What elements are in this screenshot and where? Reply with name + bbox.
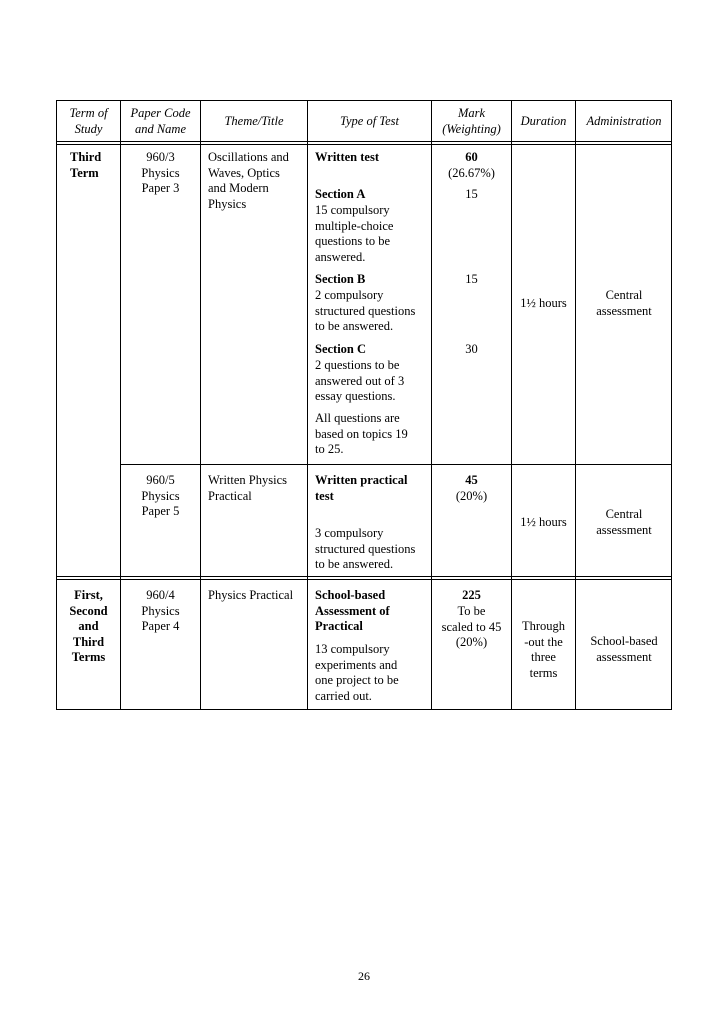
term-third: Third Term <box>70 150 102 180</box>
weighting-20: (20%) <box>455 489 488 503</box>
header-theme: Theme/Title <box>224 114 284 128</box>
theme-paper-5: Written Physics Practical <box>208 473 288 503</box>
section-b-mark: 15 <box>465 272 478 286</box>
header-administration: Administration <box>586 114 662 128</box>
duration-paper-5: 1½ hours <box>520 515 567 529</box>
administration-paper-3: Central assessment <box>596 288 652 318</box>
weighting-26-67: (26.67%) <box>448 166 495 180</box>
row-line <box>56 144 672 145</box>
written-practical-title: Written practical test <box>315 473 408 503</box>
theme-paper-4: Physics Practical <box>208 588 294 602</box>
header-paper: Paper Code and Name <box>130 106 191 136</box>
section-a-description: 15 compulsory multiple-choice questions to be answered. <box>315 203 394 264</box>
row-line <box>56 579 672 580</box>
duration-paper-4: Through -out the three terms <box>521 619 566 680</box>
section-a-mark: 15 <box>465 187 478 201</box>
row-line <box>56 576 672 577</box>
section-a-title: Section A <box>315 187 366 201</box>
section-c-description: 2 questions to be answered out of 3 essay questions. <box>315 358 405 403</box>
row-line <box>56 141 672 142</box>
header-mark: Mark (Weighting) <box>442 106 501 136</box>
theme-paper-3: Oscillations and Waves, Optics and Modern Physics <box>208 150 289 211</box>
mark-scaling-note: To be scaled to 45 (20%) <box>441 604 502 649</box>
topics-note: All questions are based on topics 19 to 25. <box>315 411 408 456</box>
duration-paper-3: 1½ hours <box>520 296 567 310</box>
page-number: 26 <box>358 969 370 983</box>
row-line <box>120 464 672 465</box>
header-type: Type of Test <box>339 114 400 128</box>
mark-total-60: 60 <box>465 150 478 164</box>
mark-total-225: 225 <box>462 588 481 602</box>
mark-total-45: 45 <box>465 473 478 487</box>
section-b-title: Section B <box>315 272 366 286</box>
header-duration: Duration <box>520 114 567 128</box>
col-line <box>575 100 576 710</box>
term-all: First, Second and Third Terms <box>69 588 108 664</box>
paper-960-4: 960/4 Physics Paper 4 <box>141 588 180 633</box>
col-line <box>307 100 308 710</box>
school-based-title: School-based Assessment of Practical <box>315 588 390 633</box>
section-c-mark: 30 <box>465 342 478 356</box>
written-test-title: Written test <box>315 150 379 164</box>
section-b-description: 2 compulsory structured questions to be answered. <box>315 288 416 333</box>
school-based-description: 13 compulsory experiments and one project to be carried out. <box>315 642 399 703</box>
col-line <box>200 100 201 710</box>
administration-paper-5: Central assessment <box>596 507 652 537</box>
section-c-title: Section C <box>315 342 367 356</box>
paper-960-5: 960/5 Physics Paper 5 <box>141 473 180 518</box>
paper-960-3: 960/3 Physics Paper 3 <box>141 150 180 195</box>
written-practical-description: 3 compulsory structured questions to be answered. <box>315 526 416 571</box>
header-term: Term of Study <box>69 106 108 136</box>
administration-paper-4: School-based assessment <box>590 634 658 664</box>
